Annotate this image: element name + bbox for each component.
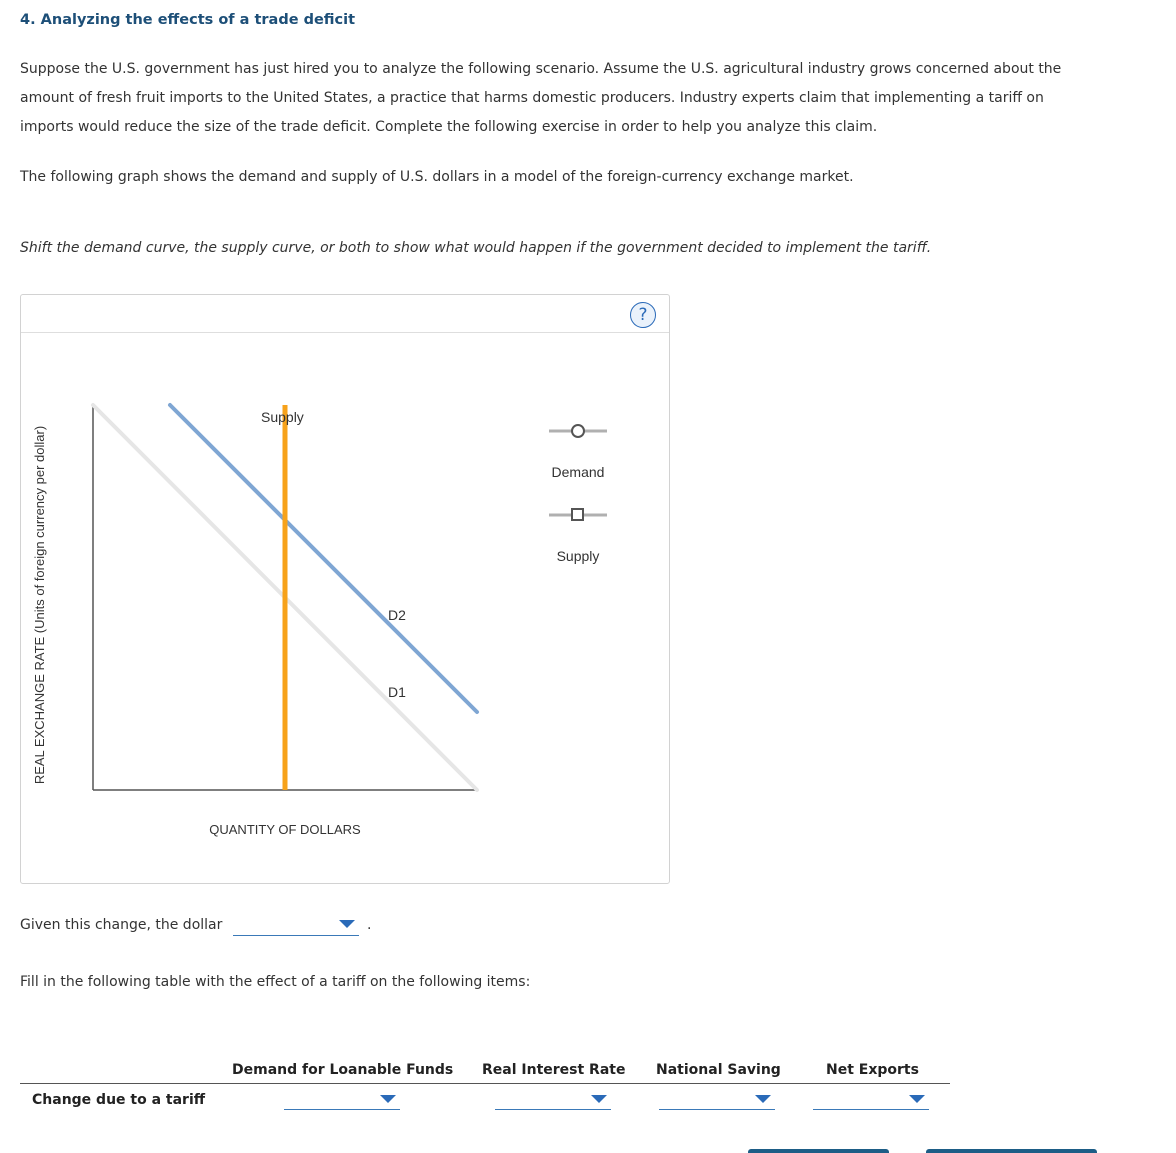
instruction-text: Shift the demand curve, the supply curve, or both to show what would happen if the government decided to implement the tariff. <box>20 240 932 256</box>
chevron-down-icon <box>591 1095 607 1103</box>
row-label-change-due-to-tariff: Change due to a tariff <box>32 1092 206 1108</box>
table-header-divider <box>20 1083 950 1084</box>
palette-demand-tool[interactable] <box>549 425 607 480</box>
chevron-down-icon <box>339 920 355 928</box>
palette-supply-tool[interactable] <box>549 509 607 564</box>
scenario-line-3: imports would reduce the size of the trade deficit. Complete the following exercise in order to help you analyze this claim. <box>20 119 878 135</box>
chevron-down-icon <box>909 1095 925 1103</box>
help-icon[interactable]: ? <box>630 302 656 328</box>
question-heading: 4. Analyzing the effects of a trade deficit <box>20 12 356 28</box>
chevron-down-icon <box>380 1095 396 1103</box>
demand-curve-d2[interactable] <box>170 405 477 712</box>
header-net-exports: Net Exports <box>826 1062 919 1078</box>
circle-icon <box>572 425 584 437</box>
graph-toolbar <box>21 295 669 333</box>
header-demand-loanable-funds: Demand for Loanable Funds <box>232 1062 454 1078</box>
loanable-funds-dropdown[interactable] <box>284 1092 400 1110</box>
dollar-question-text: Given this change, the dollar <box>20 917 223 933</box>
d1-label: D1 <box>388 684 406 700</box>
table-intro: Fill in the following table with the effect of a tariff on the following items: <box>20 974 531 990</box>
supply-curve-label: Supply <box>261 409 304 425</box>
graph-description: The following graph shows the demand and supply of U.S. dollars in a model of the foreign-currency exchange market. <box>20 169 854 185</box>
y-axis-label: REAL EXCHANGE RATE (Units of foreign currency per dollar) <box>32 425 47 785</box>
palette-supply-label: Supply <box>556 548 600 564</box>
graph-canvas[interactable] <box>21 333 669 881</box>
graph-panel <box>20 294 670 884</box>
grade-button[interactable] <box>748 1149 889 1153</box>
scenario-line-2: amount of fresh fruit imports to the United States, a practice that harms domestic producers. Industry experts claim that implementing a tariff on <box>20 90 1044 106</box>
save-continue-button[interactable] <box>926 1149 1097 1153</box>
national-saving-dropdown[interactable] <box>659 1092 775 1110</box>
net-exports-dropdown[interactable] <box>813 1092 929 1110</box>
x-axis-label: QUANTITY OF DOLLARS <box>209 822 361 837</box>
palette-demand-label: Demand <box>551 464 605 480</box>
header-real-interest-rate: Real Interest Rate <box>482 1062 626 1078</box>
sentence-period: . <box>367 917 372 933</box>
header-national-saving: National Saving <box>656 1062 781 1078</box>
square-icon <box>572 509 583 520</box>
d2-label: D2 <box>388 607 406 623</box>
real-interest-rate-dropdown[interactable] <box>495 1092 611 1110</box>
scenario-line-1: Suppose the U.S. government has just hired you to analyze the following scenario. Assume the U.S. agricultural industry grows concerned about the <box>20 61 1062 77</box>
dollar-change-dropdown[interactable] <box>233 917 359 936</box>
scenario-paragraph <box>20 55 1130 142</box>
chevron-down-icon <box>755 1095 771 1103</box>
